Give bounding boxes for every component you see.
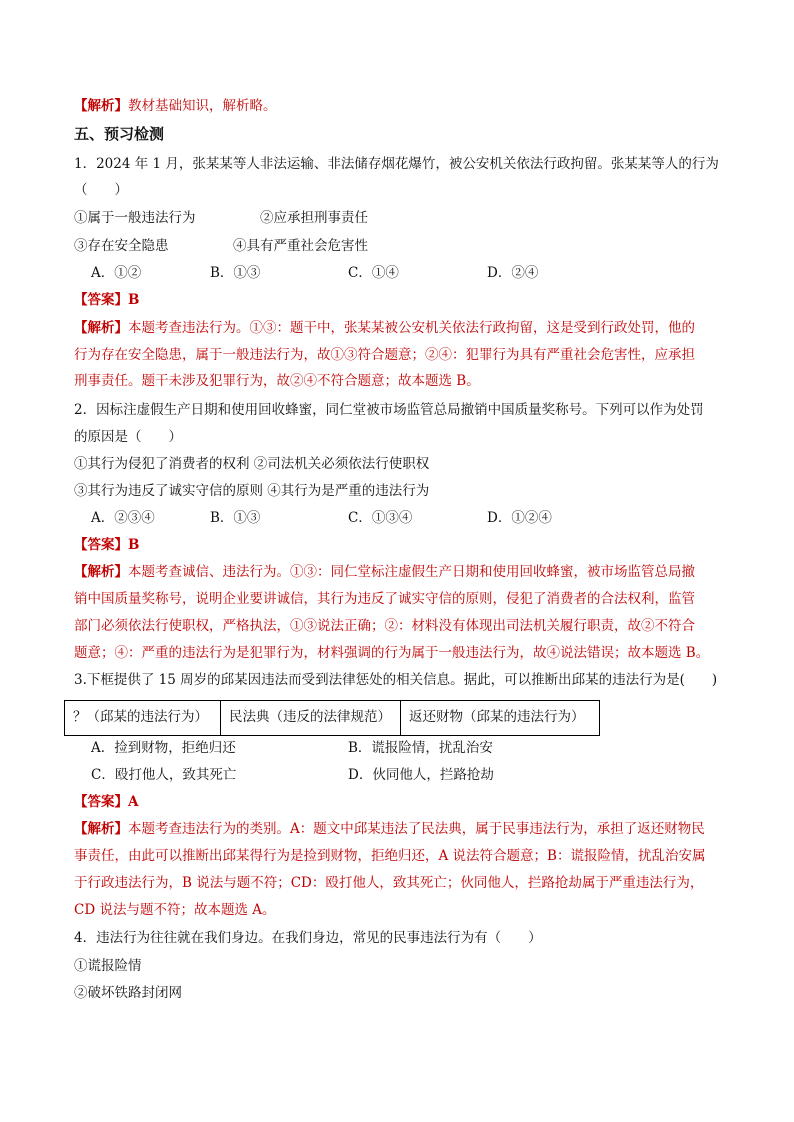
q2-choice-b: B．①③ (210, 510, 261, 526)
q1-analysis-line1 (74, 318, 734, 338)
q2-stem-line1: 2．因标注虚假生产日期和使用回收蜂蜜，同仁堂被市场监管总局撤销中国质量奖称号。下列可以作为处罚 (74, 402, 704, 418)
q2-choice-a: A．②③④ (91, 510, 155, 526)
answer-tag: 【答案】 (74, 537, 128, 553)
q3-choice-a: A．捡到财物，拒绝归还 (91, 740, 236, 756)
q1-answer (74, 290, 734, 310)
analysis-tag: 【解析】 (74, 98, 128, 114)
q1-options-row1 (74, 208, 734, 228)
analysis-tag: 【解析】 (74, 821, 128, 837)
q1-stem-line1: 1．2024 年 1 月，张某某等人非法运输、非法储存烟花爆竹，被公安机关依法行政拘留。张某某等人的行为 (74, 156, 719, 172)
answer-tag: 【答案】 (74, 292, 128, 308)
q2-choice-d: D．①②④ (487, 510, 552, 526)
analysis-text: 本题考查诚信、违法行为。①③：同仁堂标注虚假生产日期和使用回收蜂蜜，被市场监管总局撤 (128, 564, 695, 580)
q2-stem-line2: 的原因是（ ） (74, 429, 182, 445)
q2-answer (74, 535, 734, 555)
q4-stem: 4．违法行为往往就在我们身边。在我们身边，常见的民事违法行为有（ ） (74, 930, 542, 946)
q3-table-cell-3: 返还财物（邱某的违法行为） (409, 709, 585, 725)
q3-table-cell-2: 民法典（违反的法律规范） (221, 701, 401, 735)
q3-analysis-line1 (74, 819, 734, 839)
analysis-tag: 【解析】 (74, 564, 128, 580)
q3-choice-c: C．殴打他人，致其死亡 (91, 767, 237, 783)
q3-analysis-line3: 于行政违法行为，B 说法与题不符；CD：殴打他人，致其死亡；伙同他人，拦路抢劫属于严重违法行为， (74, 875, 704, 891)
q3-analysis-line2: 事责任，由此可以推断出邱某得行为是捡到财物，拒绝归还，A 说法符合题意；B：谎报险情，扰乱治安属 (74, 848, 706, 864)
analysis-text: 本题考查违法行为的类别。A：题文中邱某违法了民法典，属于民事违法行为，承担了返还财物民 (128, 821, 705, 837)
q2-analysis-line2: 销中国质量奖称号，说明企业要讲诚信，其行为违反了诚实守信的原则，侵犯了消费者的合法权利，监管 (74, 591, 695, 607)
answer-value: B (128, 292, 140, 308)
analysis-tag: 【解析】 (74, 320, 128, 336)
q1-analysis-line2: 行为存在安全隐患，属于一般违法行为，故①③符合题意；②④：犯罪行为具有严重社会危害性，应承担 (74, 347, 695, 363)
analysis-text: 教材基础知识，解析略。 (128, 98, 277, 114)
q4-option-1: ①谎报险情 (74, 958, 142, 974)
q1-choice-a: A．①② (91, 265, 142, 281)
q1-option-3: ③存在安全隐患 (74, 238, 169, 254)
q2-options-line2: ③其行为违反了诚实守信的原则 ④其行为是严重的违法行为 (74, 483, 430, 499)
q3-choice-b: B．谎报险情，扰乱治安 (348, 740, 493, 756)
q3-table-cell-1: ？（邱某的违法行为） (65, 701, 221, 735)
q1-option-4: ④具有严重社会危害性 (233, 238, 368, 254)
q2-analysis-line1 (74, 562, 734, 582)
q3-stem: 3.下框提供了 15 周岁的邱某因违法而受到法律惩处的相关信息。据此，可以推断出邱某的违法行为是( ) (74, 672, 718, 688)
q2-analysis-line4: 题意；④：严重的违法行为是犯罪行为，材料强调的行为属于一般违法行为，故④说法错误；故本题选 B。 (74, 645, 710, 661)
q2-choice-c: C．①③④ (348, 510, 413, 526)
q3-info-table (64, 700, 600, 736)
q3-answer (74, 792, 734, 812)
q1-analysis-line3: 刑事责任。题干未涉及犯罪行为，故②④不符合题意；故本题选 B。 (74, 373, 480, 389)
section-title: 五、预习检测 (74, 125, 165, 143)
q1-option-2: ②应承担刑事责任 (260, 210, 368, 226)
intro-analysis (74, 96, 734, 116)
q1-options-row2 (74, 236, 734, 256)
answer-value: B (128, 537, 140, 553)
q4-option-2: ②破坏铁路封闭网 (74, 985, 182, 1001)
answer-tag: 【答案】 (74, 794, 128, 810)
q1-choice-b: B．①③ (210, 265, 261, 281)
q1-choice-d: D．②④ (487, 265, 539, 281)
q1-stem-line2: （ ） (74, 182, 128, 198)
q3-analysis-line4: CD 说法与题不符；故本题选 A。 (74, 902, 276, 918)
q3-choice-d: D．伙同他人，拦路抢劫 (348, 767, 494, 783)
answer-value: A (128, 794, 139, 810)
q2-options-line1: ①其行为侵犯了消费者的权利 ②司法机关必须依法行使职权 (74, 456, 430, 472)
q2-analysis-line3: 部门必须依法行使职权，严格执法，①③说法正确；②：材料没有体现出司法机关履行职责，故②不符合 (74, 618, 695, 634)
q1-choice-c: C．①④ (348, 265, 399, 281)
q1-option-1: ①属于一般违法行为 (74, 210, 196, 226)
analysis-text: 本题考查违法行为。①③：题干中，张某某被公安机关依法行政拘留，这是受到行政处罚，他的 (128, 320, 695, 336)
